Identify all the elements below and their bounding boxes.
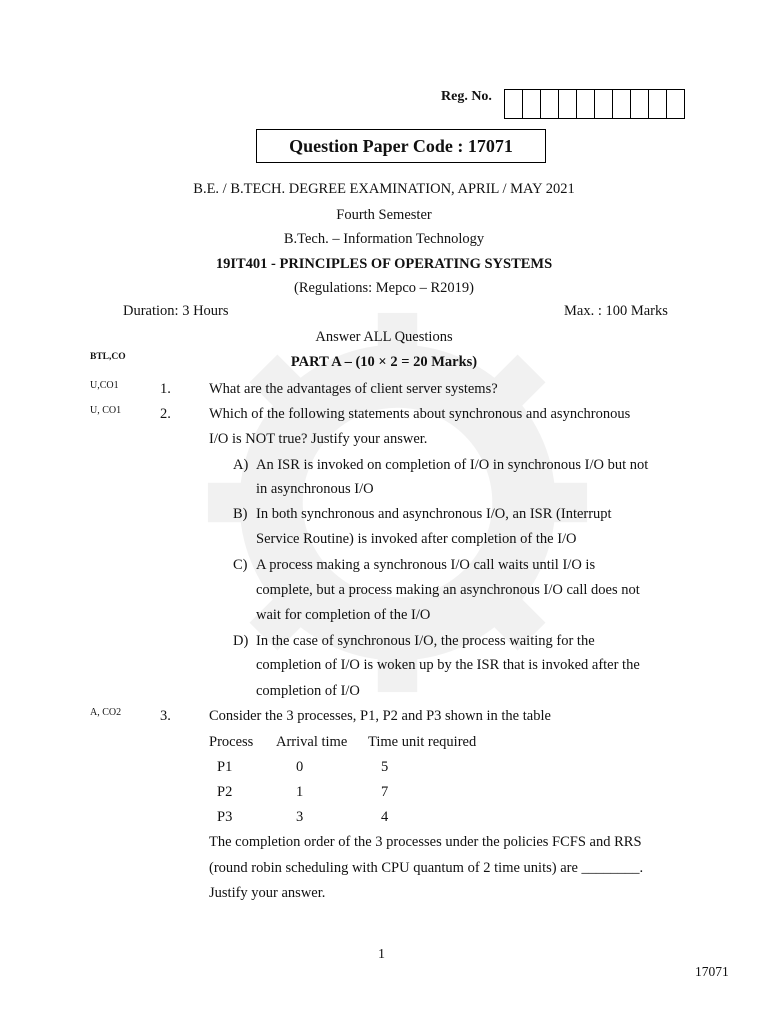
question-text: Justify your answer. — [209, 885, 326, 901]
reg-no-box — [649, 90, 667, 118]
option-text: completion of I/O is woken up by the ISR that is invoked after the — [256, 657, 640, 673]
reg-no-label: Reg. No. — [441, 89, 492, 104]
option-text: in asynchronous I/O — [256, 481, 374, 497]
table-cell: 4 — [381, 809, 389, 825]
table-cell: 3 — [296, 809, 304, 825]
question-text: The completion order of the 3 processes under the policies FCFS and RRS — [209, 834, 642, 850]
option-text: In the case of synchronous I/O, the process waiting for the — [256, 633, 595, 649]
footer-code: 17071 — [695, 964, 729, 979]
question-text: Consider the 3 processes, P1, P2 and P3 shown in the table — [209, 708, 551, 724]
regulations: (Regulations: Mepco – R2019) — [293, 280, 475, 296]
table-cell: P2 — [217, 784, 233, 800]
option-label: C) — [233, 557, 248, 573]
option-label: D) — [233, 633, 249, 649]
reg-no-box — [631, 90, 649, 118]
table-cell: 5 — [381, 759, 389, 775]
course-title: 19IT401 - PRINCIPLES OF OPERATING SYSTEMS — [215, 256, 553, 272]
option-text: completion of I/O — [256, 683, 360, 699]
table-cell: P1 — [217, 759, 233, 775]
part-title: PART A – (10 × 2 = 20 Marks) — [290, 354, 478, 370]
table-cell: P3 — [217, 809, 233, 825]
question-btl: U, CO1 — [90, 405, 122, 416]
reg-no-box — [577, 90, 595, 118]
option-label: B) — [233, 506, 248, 522]
question-paper-code: Question Paper Code : 17071 — [256, 129, 546, 163]
table-header: Time unit required — [368, 734, 477, 750]
question-btl: U,CO1 — [90, 380, 119, 391]
option-text: A process making a synchronous I/O call waits until I/O is — [256, 557, 596, 573]
table-cell: 1 — [296, 784, 304, 800]
duration: Duration: 3 Hours — [123, 303, 229, 319]
reg-no-box — [541, 90, 559, 118]
exam-title: B.E. / B.TECH. DEGREE EXAMINATION, APRIL / MAY 2021 — [193, 181, 575, 197]
table-cell: 0 — [296, 759, 304, 775]
reg-no-box — [505, 90, 523, 118]
programme: B.Tech. – Information Technology — [283, 231, 485, 247]
reg-no-box — [595, 90, 613, 118]
page-number: 1 — [378, 947, 385, 962]
option-text: An ISR is invoked on completion of I/O in synchronous I/O but not — [256, 457, 649, 473]
reg-no-box — [523, 90, 541, 118]
question-text: What are the advantages of client server systems? — [209, 381, 498, 397]
option-text: complete, but a process making an asynchronous I/O call does not — [256, 582, 640, 598]
question-text: Which of the following statements about synchronous and asynchronous — [209, 406, 631, 422]
reg-no-box — [613, 90, 631, 118]
question-number: 2. — [160, 406, 171, 422]
question-text: (round robin scheduling with CPU quantum of 2 time units) are ________. — [209, 860, 644, 876]
max-marks: Max. : 100 Marks — [564, 303, 668, 319]
table-header: Arrival time — [276, 734, 348, 750]
table-cell: 7 — [381, 784, 389, 800]
option-text: wait for completion of the I/O — [256, 607, 431, 623]
question-text: I/O is NOT true? Justify your answer. — [209, 431, 428, 447]
question-number: 3. — [160, 708, 171, 724]
btl-co-header: BTL,CO — [90, 352, 126, 362]
option-text: In both synchronous and asynchronous I/O, an ISR (Interrupt — [256, 506, 612, 522]
option-text: Service Routine) is invoked after completion of the I/O — [256, 531, 577, 547]
reg-no-boxes — [504, 89, 685, 119]
table-header: Process — [209, 734, 254, 750]
question-btl: A, CO2 — [90, 707, 122, 718]
option-label: A) — [233, 457, 249, 473]
instruction: Answer ALL Questions — [315, 329, 453, 345]
question-number: 1. — [160, 381, 171, 397]
reg-no-box — [559, 90, 577, 118]
reg-no-box — [667, 90, 684, 118]
semester: Fourth Semester — [336, 207, 432, 223]
